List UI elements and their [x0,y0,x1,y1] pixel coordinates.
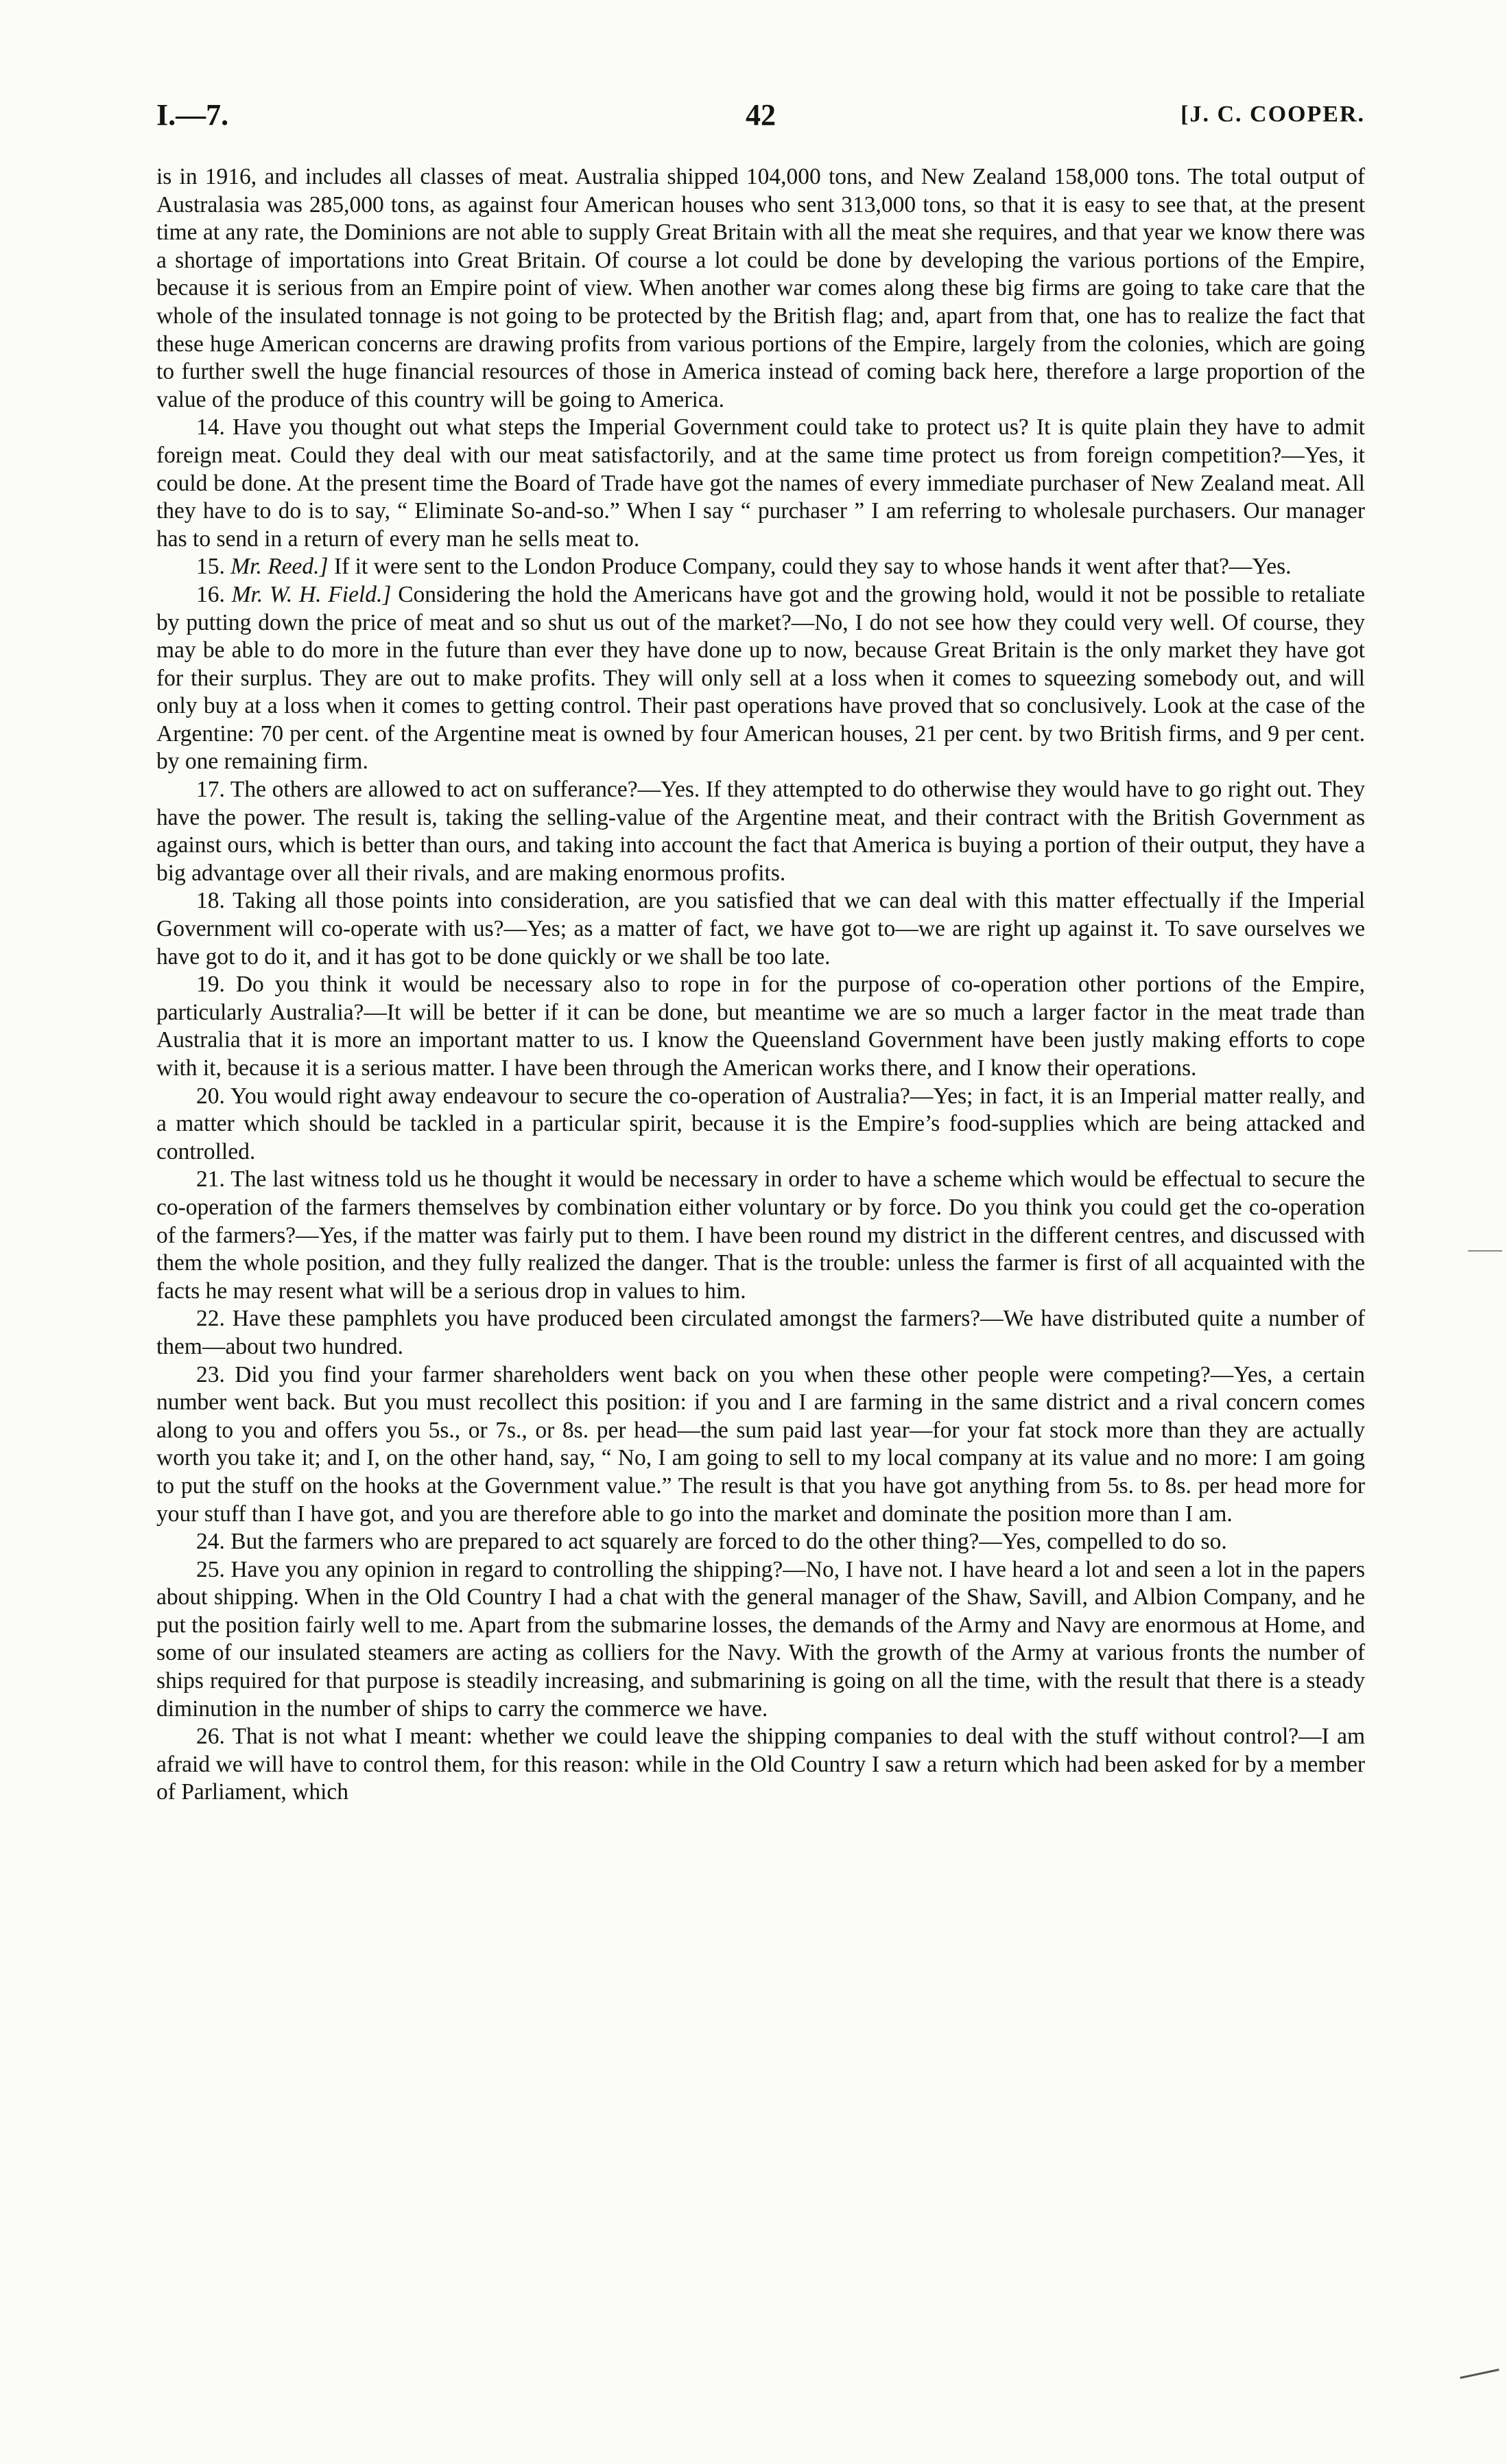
question-24: 24. But the farmers who are prepared to act squarely are forced to do the other thing?—Yes, compelled to do so. [196,1529,1227,1555]
question-23: 23. Did you find your farmer shareholders went back on you when these other people were competing?—Yes, a certain number went back. But you must recollect this position: if you and I are farming in the same district and a rival concern comes along to you and offers you 5s., or 7s., or 8s. per head—the sum paid last year—for your fat stock more than they are actually worth you take it; and I, on the other hand, say, “ No, I am going to sell to my local company at its value and no more: I am going to put the stuff on the hooks at the Government value.” The result is that you have got anything from 5s. to 8s. per head more for your stuff than I have got, and you are therefore able to go into the market and dominate the position more than I am. [156,1361,1365,1527]
question-20: 20. You would right away endeavour to secure the co-operation of Australia?—Yes; in fact, it is an Imperial matter really, and a matter which should be tackled in a particular spirit, because it is the Empire’s food-supplies which are being attacked and controlled. [156,1083,1365,1164]
margin-mark [1460,2369,1499,2379]
question-14: 14. Have you thought out what steps the Imperial Government could take to protect us? It is quite plain they have to admit foreign meat. Could they deal with our meat satisfactorily, and at the same time protect us from foreign competition?—Yes, it could be done. At the present time the Board of Trade have got the names of every immediate purchaser of New Zealand meat. All they have to do is to say, “ Eliminate So-and-so.” When I say “ purchaser ” I am referring to wholesale purchasers. Our manager has to send in a return of every man he sells meat to. [156,414,1365,552]
running-header [156,97,1365,139]
question-25: 25. Have you any opinion in regard to controlling the shipping?—No, I have not. I have heard a lot and seen a lot in the papers about shipping. When in the Old Country I had a chat with the general manager of the Shaw, Savill, and Albion Company, and he put the position fairly well to me. Apart from the submarine losses, the demands of the Army and Navy are enormous at Home, and some of our insulated steamers are acting as colliers for the Navy. With the growth of the Army at various fronts the number of ships required for that purpose is steadily increasing, and submarining is going on all the time, with the result that there is a steady diminution in the number of ships to carry the commerce we have. [156,1556,1365,1722]
paragraph-continued: is in 1916, and includes all classes of meat. Australia shipped 104,000 tons, and New Zealand 158,000 tons. The total output of Australasia was 285,000 tons, as against four American houses who sent 313,000 tons, so that it is easy to see that, at the present time at any rate, the Dominions are not able to supply Great Britain with all the meat she requires, and that year we know there was a shortage of importations into Great Britain. Of course a lot could be done by developing the various portions of the Empire, because it is serious from an Empire point of view. When another war comes along these big firms are going to take care that the whole of the insulated tonnage is not going to be protected by the British flag; and, apart from that, one has to realize the fact that these huge American concerns are drawing profits from various portions of the Empire, largely from the colonies, which are going to further swell the huge financial resources of those in America instead of coming back here, therefore a large proportion of the value of the produce of this country will be going to America. [156,164,1365,412]
question-26: 26. That is not what I meant: whether we could leave the shipping companies to deal with the stuff without control?—I am afraid we will have to control them, for this reason: while in the Old Country I saw a return which had been asked for by a member of Parliament, which [156,1724,1365,1805]
question-15: 15. Mr. Reed.] If it were sent to the London Produce Company, could they say to whose hands it went after that?—Yes. [196,554,1292,580]
page-number: 42 [746,98,776,132]
speaker: Mr. Reed.] [230,554,329,580]
witness-name: [J. C. COOPER. [1180,102,1365,127]
question-17: 17. The others are allowed to act on sufferance?—Yes. If they attempted to do otherwise they would have to go right out. They have the power. The result is, taking the selling-value of the Argentine meat, and their contract with the British Government as against ours, which is better than ours, and taking into account the fact that America is buying a portion of their output, they have a big advantage over all their rivals, and are making enormous profits. [156,777,1365,886]
question-22: 22. Have these pamphlets you have produced been circulated amongst the farmers?—We have distributed quite a number of them—about two hundred. [156,1306,1366,1359]
body-text [156,163,1365,1807]
question-16: 16. Mr. W. H. Field.] Considering the hold the Americans have got and the growing hold, would it not be possible to retaliate by putting down the price of meat and so shut us out of the market?—No, I do not see how they could very well. Of course, they may be able to do more in the future than ever they have done up to now, because Great Britain is the only market they have got for their surplus. They are out to make profits. They will only sell at a loss when it comes to squeezing somebody out, and will only buy at a loss when it comes to getting control. Their past operations have proved that so conclusively. Look at the case of the Argentine: 70 per cent. of the Argentine meat is owned by four American houses, 21 per cent. by two British firms, and 9 per cent. by one remaining firm. [156,581,1366,775]
question-18: 18. Taking all those points into consideration, are you satisfied that we can deal with this matter effectually if the Imperial Government will co-operate with us?—Yes; as a matter of fact, we have got to—we are right up against it. To save ourselves we have got to do it, and it has got to be done quickly or we shall be too late. [156,888,1365,970]
document-reference: I.—7. [156,98,229,132]
margin-mark [1468,1250,1502,1252]
question-19: 19. Do you think it would be necessary also to rope in for the purpose of co-operation other portions of the Empire, particularly Australia?—It will be better if it can be done, but meantime we are so much a larger factor in the meat trade than Australia that it is more an important matter to us. I know the Queensland Government have been justly making efforts to cope with it, because it is a serious matter. I have been through the American works there, and I know their operations. [156,972,1365,1081]
question-21: 21. The last witness told us he thought it would be necessary in order to have a scheme which would be effectual to secure the co-operation of the farmers themselves by combination either voluntary or by force. Do you think you could get the co-operation of the farmers?—Yes, if the matter was fairly put to them. I have been round my district in the different centres, and discussed with them the whole position, and they fully realized the danger. That is the trouble: unless the farmer is first of all acquainted with the facts he may resent what will be a serious drop in values to him. [156,1166,1365,1304]
speaker: Mr. W. H. Field.] [231,581,392,607]
